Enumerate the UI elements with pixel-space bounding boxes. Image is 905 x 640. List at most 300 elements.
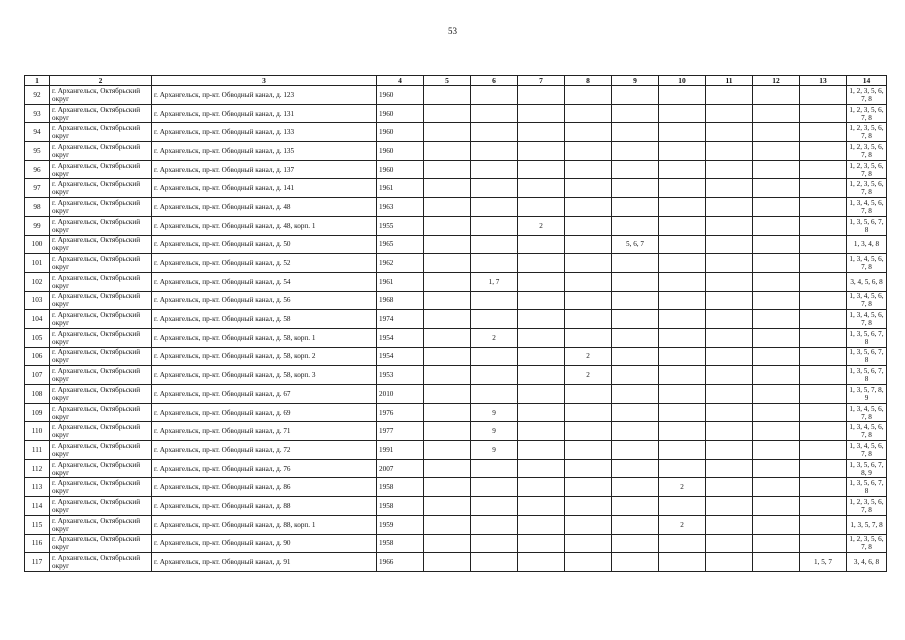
col5-cell [424, 478, 471, 497]
col12-cell [753, 422, 800, 441]
col6-cell [471, 104, 518, 123]
row-number: 98 [25, 198, 50, 217]
col9-cell [612, 515, 659, 534]
col9-cell [612, 422, 659, 441]
col14-cell: 1, 3, 5, 6, 7, 8 [847, 328, 887, 347]
col14-cell: 1, 3, 5, 6, 7, 8 [847, 366, 887, 385]
year-cell: 1965 [377, 235, 424, 254]
col10-cell [659, 441, 706, 460]
col14-cell: 1, 2, 3, 5, 6, 7, 8 [847, 123, 887, 142]
row-number: 99 [25, 216, 50, 235]
col12-cell [753, 160, 800, 179]
col12-cell [753, 403, 800, 422]
col10-cell [659, 254, 706, 273]
table-row [25, 272, 887, 291]
address-cell: г. Архангельск, пр-кт. Обводный канал, д. 69 [152, 403, 377, 422]
district-cell: г. Архангельск, Октябрьский округ [50, 347, 152, 366]
col9-cell [612, 179, 659, 198]
header-row [25, 76, 887, 86]
col13-cell: 1, 5, 7 [800, 553, 847, 572]
row-number: 94 [25, 123, 50, 142]
col8-cell [565, 497, 612, 516]
table-row [25, 478, 887, 497]
col14-cell: 1, 3, 5, 7, 8 [847, 515, 887, 534]
district-cell: г. Архангельск, Октябрьский округ [50, 160, 152, 179]
column-header-14: 14 [847, 76, 887, 86]
address-cell: г. Архангельск, пр-кт. Обводный канал, д. 86 [152, 478, 377, 497]
year-cell: 1968 [377, 291, 424, 310]
year-cell: 1958 [377, 478, 424, 497]
col10-cell [659, 104, 706, 123]
col6-cell [471, 515, 518, 534]
address-cell: г. Архангельск, пр-кт. Обводный канал, д. 58 [152, 310, 377, 329]
district-cell: г. Архангельск, Октябрьский округ [50, 553, 152, 572]
year-cell: 1974 [377, 310, 424, 329]
col13-cell [800, 497, 847, 516]
district-cell: г. Архангельск, Октябрьский округ [50, 272, 152, 291]
row-number: 117 [25, 553, 50, 572]
district-cell: г. Архангельск, Октябрьский округ [50, 385, 152, 404]
col14-cell: 1, 3, 4, 5, 6, 7, 8 [847, 441, 887, 460]
col7-cell [518, 235, 565, 254]
table-row [25, 291, 887, 310]
col8-cell [565, 254, 612, 273]
col8-cell: 2 [565, 347, 612, 366]
col8-cell [565, 328, 612, 347]
col10-cell [659, 553, 706, 572]
col8-cell [565, 272, 612, 291]
col9-cell [612, 403, 659, 422]
row-number: 109 [25, 403, 50, 422]
col5-cell [424, 86, 471, 105]
col11-cell [706, 216, 753, 235]
col5-cell [424, 459, 471, 478]
column-header-2: 2 [50, 76, 152, 86]
column-header-11: 11 [706, 76, 753, 86]
col13-cell [800, 515, 847, 534]
col7-cell [518, 254, 565, 273]
col14-cell: 1, 3, 5, 7, 8, 9 [847, 385, 887, 404]
district-cell: г. Архангельск, Октябрьский округ [50, 310, 152, 329]
col10-cell [659, 459, 706, 478]
col14-cell: 1, 3, 5, 6, 7, 8 [847, 347, 887, 366]
col14-cell: 1, 2, 3, 5, 6, 7, 8 [847, 497, 887, 516]
col6-cell [471, 198, 518, 217]
col7-cell [518, 198, 565, 217]
col5-cell [424, 366, 471, 385]
col7-cell [518, 86, 565, 105]
col5-cell [424, 254, 471, 273]
col8-cell [565, 310, 612, 329]
col14-cell: 1, 3, 4, 5, 6, 7, 8 [847, 198, 887, 217]
col12-cell [753, 86, 800, 105]
col8-cell [565, 160, 612, 179]
col5-cell [424, 179, 471, 198]
district-cell: г. Архангельск, Октябрьский округ [50, 534, 152, 553]
table-row [25, 198, 887, 217]
col14-cell: 1, 2, 3, 5, 6, 7, 8 [847, 534, 887, 553]
col12-cell [753, 123, 800, 142]
col11-cell [706, 272, 753, 291]
col5-cell [424, 553, 471, 572]
col9-cell [612, 254, 659, 273]
column-header-12: 12 [753, 76, 800, 86]
col6-cell [471, 254, 518, 273]
col7-cell [518, 160, 565, 179]
year-cell: 2010 [377, 385, 424, 404]
col5-cell [424, 403, 471, 422]
col11-cell [706, 160, 753, 179]
col12-cell [753, 328, 800, 347]
col12-cell [753, 441, 800, 460]
col11-cell [706, 310, 753, 329]
col8-cell [565, 123, 612, 142]
col11-cell [706, 553, 753, 572]
col11-cell [706, 291, 753, 310]
col12-cell [753, 272, 800, 291]
col14-cell: 1, 3, 5, 6, 7, 8 [847, 216, 887, 235]
col13-cell [800, 179, 847, 198]
address-cell: г. Архангельск, пр-кт. Обводный канал, д. 58, корп. 1 [152, 328, 377, 347]
col7-cell [518, 553, 565, 572]
column-header-9: 9 [612, 76, 659, 86]
table-row [25, 534, 887, 553]
col9-cell [612, 272, 659, 291]
year-cell: 1961 [377, 272, 424, 291]
col14-cell: 1, 3, 4, 5, 6, 7, 8 [847, 422, 887, 441]
col7-cell [518, 459, 565, 478]
col9-cell [612, 553, 659, 572]
col5-cell [424, 104, 471, 123]
year-cell: 1963 [377, 198, 424, 217]
col12-cell [753, 310, 800, 329]
col13-cell [800, 198, 847, 217]
column-header-6: 6 [471, 76, 518, 86]
col11-cell [706, 86, 753, 105]
col7-cell [518, 328, 565, 347]
col9-cell [612, 104, 659, 123]
table-row [25, 497, 887, 516]
col6-cell [471, 86, 518, 105]
district-cell: г. Архангельск, Октябрьский округ [50, 497, 152, 516]
col13-cell [800, 291, 847, 310]
table-row [25, 235, 887, 254]
col7-cell [518, 497, 565, 516]
col8-cell [565, 515, 612, 534]
district-cell: г. Архангельск, Октябрьский округ [50, 142, 152, 161]
district-cell: г. Архангельск, Октябрьский округ [50, 422, 152, 441]
row-number: 114 [25, 497, 50, 516]
col13-cell [800, 216, 847, 235]
col11-cell [706, 123, 753, 142]
col8-cell [565, 478, 612, 497]
table-row [25, 216, 887, 235]
col7-cell [518, 515, 565, 534]
col7-cell [518, 478, 565, 497]
col12-cell [753, 553, 800, 572]
col10-cell [659, 235, 706, 254]
address-cell: г. Архангельск, пр-кт. Обводный канал, д. 58, корп. 2 [152, 347, 377, 366]
col11-cell [706, 347, 753, 366]
col11-cell [706, 459, 753, 478]
address-cell: г. Архангельск, пр-кт. Обводный канал, д. 48 [152, 198, 377, 217]
table-row [25, 160, 887, 179]
column-header-13: 13 [800, 76, 847, 86]
col10-cell [659, 291, 706, 310]
col10-cell [659, 366, 706, 385]
col6-cell [471, 478, 518, 497]
col9-cell [612, 142, 659, 161]
column-header-3: 3 [152, 76, 377, 86]
row-number: 100 [25, 235, 50, 254]
col6-cell: 1, 7 [471, 272, 518, 291]
col12-cell [753, 142, 800, 161]
col10-cell [659, 86, 706, 105]
table-row [25, 403, 887, 422]
col8-cell [565, 403, 612, 422]
row-number: 112 [25, 459, 50, 478]
col12-cell [753, 459, 800, 478]
col10-cell [659, 179, 706, 198]
col9-cell [612, 347, 659, 366]
col11-cell [706, 422, 753, 441]
col5-cell [424, 198, 471, 217]
housing-registry-table [24, 75, 887, 572]
district-cell: г. Архангельск, Октябрьский округ [50, 441, 152, 460]
col5-cell [424, 347, 471, 366]
col13-cell [800, 534, 847, 553]
col7-cell [518, 347, 565, 366]
col13-cell [800, 254, 847, 273]
district-cell: г. Архангельск, Октябрьский округ [50, 328, 152, 347]
address-cell: г. Архангельск, пр-кт. Обводный канал, д. 123 [152, 86, 377, 105]
col6-cell: 9 [471, 422, 518, 441]
col8-cell [565, 235, 612, 254]
col9-cell [612, 160, 659, 179]
col9-cell [612, 216, 659, 235]
col11-cell [706, 328, 753, 347]
column-header-5: 5 [424, 76, 471, 86]
address-cell: г. Архангельск, пр-кт. Обводный канал, д. 88 [152, 497, 377, 516]
col13-cell [800, 403, 847, 422]
district-cell: г. Архангельск, Октябрьский округ [50, 235, 152, 254]
address-cell: г. Архангельск, пр-кт. Обводный канал, д. 76 [152, 459, 377, 478]
row-number: 101 [25, 254, 50, 273]
district-cell: г. Архангельск, Октябрьский округ [50, 179, 152, 198]
col9-cell [612, 291, 659, 310]
col12-cell [753, 179, 800, 198]
column-header-8: 8 [565, 76, 612, 86]
col14-cell: 1, 2, 3, 5, 6, 7, 8 [847, 104, 887, 123]
col11-cell [706, 515, 753, 534]
address-cell: г. Архангельск, пр-кт. Обводный канал, д. 135 [152, 142, 377, 161]
column-header-4: 4 [377, 76, 424, 86]
year-cell: 1960 [377, 142, 424, 161]
col6-cell [471, 310, 518, 329]
col13-cell [800, 328, 847, 347]
col8-cell: 2 [565, 366, 612, 385]
col12-cell [753, 478, 800, 497]
district-cell: г. Архангельск, Октябрьский округ [50, 515, 152, 534]
col8-cell [565, 553, 612, 572]
table-row [25, 142, 887, 161]
col11-cell [706, 385, 753, 404]
col5-cell [424, 291, 471, 310]
col6-cell [471, 291, 518, 310]
col6-cell: 9 [471, 403, 518, 422]
address-cell: г. Архангельск, пр-кт. Обводный канал, д. 52 [152, 254, 377, 273]
column-header-7: 7 [518, 76, 565, 86]
col9-cell [612, 478, 659, 497]
col9-cell [612, 534, 659, 553]
col8-cell [565, 104, 612, 123]
district-cell: г. Архангельск, Октябрьский округ [50, 216, 152, 235]
col7-cell [518, 366, 565, 385]
col10-cell: 2 [659, 515, 706, 534]
row-number: 96 [25, 160, 50, 179]
col6-cell [471, 347, 518, 366]
col9-cell [612, 366, 659, 385]
col12-cell [753, 216, 800, 235]
col13-cell [800, 235, 847, 254]
row-number: 110 [25, 422, 50, 441]
year-cell: 1961 [377, 179, 424, 198]
col9-cell [612, 459, 659, 478]
col9-cell [612, 198, 659, 217]
row-number: 104 [25, 310, 50, 329]
col11-cell [706, 497, 753, 516]
col5-cell [424, 216, 471, 235]
col14-cell: 1, 3, 4, 5, 6, 7, 8 [847, 310, 887, 329]
address-cell: г. Архангельск, пр-кт. Обводный канал, д. 67 [152, 385, 377, 404]
year-cell: 1960 [377, 160, 424, 179]
col9-cell [612, 441, 659, 460]
col13-cell [800, 142, 847, 161]
col11-cell [706, 235, 753, 254]
col8-cell [565, 291, 612, 310]
table-row [25, 123, 887, 142]
address-cell: г. Архангельск, пр-кт. Обводный канал, д. 50 [152, 235, 377, 254]
row-number: 95 [25, 142, 50, 161]
col9-cell: 5, 6, 7 [612, 235, 659, 254]
address-cell: г. Архангельск, пр-кт. Обводный канал, д. 91 [152, 553, 377, 572]
col5-cell [424, 515, 471, 534]
col14-cell: 1, 3, 4, 8 [847, 235, 887, 254]
year-cell: 1958 [377, 497, 424, 516]
table-row [25, 328, 887, 347]
col14-cell: 1, 3, 4, 5, 6, 7, 8 [847, 291, 887, 310]
col8-cell [565, 142, 612, 161]
table-row [25, 86, 887, 105]
col12-cell [753, 366, 800, 385]
year-cell: 1991 [377, 441, 424, 460]
col13-cell [800, 347, 847, 366]
col13-cell [800, 123, 847, 142]
year-cell: 1976 [377, 403, 424, 422]
col11-cell [706, 441, 753, 460]
page-number: 53 [448, 26, 457, 36]
col10-cell [659, 328, 706, 347]
row-number: 116 [25, 534, 50, 553]
col7-cell [518, 291, 565, 310]
district-cell: г. Архангельск, Октябрьский округ [50, 86, 152, 105]
row-number: 107 [25, 366, 50, 385]
col9-cell [612, 123, 659, 142]
col13-cell [800, 104, 847, 123]
col6-cell [471, 235, 518, 254]
col11-cell [706, 403, 753, 422]
district-cell: г. Архангельск, Октябрьский округ [50, 254, 152, 273]
col7-cell [518, 403, 565, 422]
year-cell: 1960 [377, 86, 424, 105]
district-cell: г. Архангельск, Октябрьский округ [50, 459, 152, 478]
col12-cell [753, 198, 800, 217]
col11-cell [706, 179, 753, 198]
col14-cell: 1, 2, 3, 5, 6, 7, 8 [847, 160, 887, 179]
col5-cell [424, 310, 471, 329]
col7-cell [518, 179, 565, 198]
district-cell: г. Архангельск, Октябрьский округ [50, 366, 152, 385]
col10-cell [659, 347, 706, 366]
col6-cell [471, 497, 518, 516]
col9-cell [612, 86, 659, 105]
district-cell: г. Архангельск, Октябрьский округ [50, 104, 152, 123]
col14-cell: 1, 3, 4, 5, 6, 7, 8 [847, 254, 887, 273]
year-cell: 1977 [377, 422, 424, 441]
col13-cell [800, 422, 847, 441]
table-row [25, 441, 887, 460]
col14-cell: 1, 2, 3, 5, 6, 7, 8 [847, 86, 887, 105]
col12-cell [753, 497, 800, 516]
col14-cell: 1, 3, 5, 6, 7, 8, 9 [847, 459, 887, 478]
col13-cell [800, 441, 847, 460]
row-number: 115 [25, 515, 50, 534]
col13-cell [800, 366, 847, 385]
row-number: 106 [25, 347, 50, 366]
col14-cell: 1, 3, 4, 5, 6, 7, 8 [847, 403, 887, 422]
col6-cell [471, 385, 518, 404]
row-number: 97 [25, 179, 50, 198]
col13-cell [800, 385, 847, 404]
address-cell: г. Архангельск, пр-кт. Обводный канал, д. 48, корп. 1 [152, 216, 377, 235]
col10-cell [659, 385, 706, 404]
col9-cell [612, 497, 659, 516]
col7-cell [518, 272, 565, 291]
col12-cell [753, 534, 800, 553]
col9-cell [612, 328, 659, 347]
col7-cell [518, 310, 565, 329]
col5-cell [424, 441, 471, 460]
col7-cell [518, 142, 565, 161]
col8-cell [565, 198, 612, 217]
col14-cell: 1, 2, 3, 5, 6, 7, 8 [847, 179, 887, 198]
table-row [25, 347, 887, 366]
year-cell: 1958 [377, 534, 424, 553]
col8-cell [565, 216, 612, 235]
col14-cell: 1, 2, 3, 5, 6, 7, 8 [847, 142, 887, 161]
row-number: 105 [25, 328, 50, 347]
col8-cell [565, 385, 612, 404]
col9-cell [612, 385, 659, 404]
year-cell: 1960 [377, 104, 424, 123]
col13-cell [800, 160, 847, 179]
col14-cell: 3, 4, 5, 6, 8 [847, 272, 887, 291]
column-header-1: 1 [25, 76, 50, 86]
col13-cell [800, 310, 847, 329]
col7-cell [518, 422, 565, 441]
col8-cell [565, 441, 612, 460]
col7-cell [518, 441, 565, 460]
